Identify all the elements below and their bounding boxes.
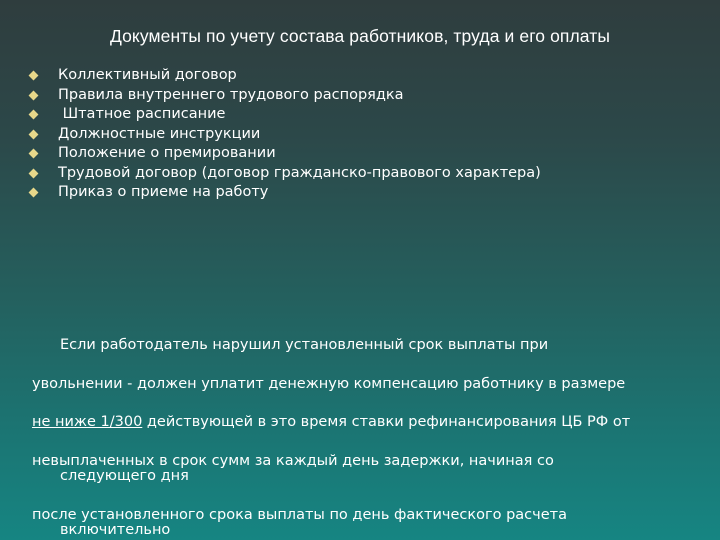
list-item-text: Штатное расписание [58,106,226,122]
list-item [28,144,541,164]
list-item-text: Приказ о приеме на работу [58,184,269,200]
diamond-bullet-icon [29,188,39,198]
list-item-text: Правила внутреннего трудового распорядка [58,86,404,103]
diamond-bullet-icon [29,129,39,139]
list-item [28,125,541,145]
diamond-bullet-icon [29,90,39,100]
list-item-text: Должностные инструкции [58,125,261,142]
list-item [28,164,541,184]
document-list [28,66,541,203]
list-item [28,66,541,86]
list-item-text: Положение о премировании [58,145,276,161]
paragraph-text: увольнении - должен уплатит денежную компенсацию работнику в размере [32,376,626,392]
diamond-bullet-icon [29,110,39,120]
paragraph-line-1 [60,338,548,353]
paragraph-text: Если работодатель нарушил установленный срок выплаты при [60,337,549,353]
paragraph-line-4 [32,454,554,484]
paragraph-text: невыплаченных в срок сумм за каждый день задержки, начиная со [32,453,554,469]
list-item [28,183,541,203]
paragraph-line-5 [32,508,567,538]
paragraph-text: после установленного срока выплаты по день фактического расчета [32,507,567,523]
paragraph-continuation: следующего дня [60,468,189,484]
diamond-bullet-icon [29,149,39,159]
list-item-text: Трудовой договор (договор гражданско-правового характера) [58,164,541,181]
diamond-bullet-icon [29,168,39,178]
diamond-bullet-icon [29,71,39,81]
paragraph-continuation: включительно [60,522,171,538]
list-item [28,86,541,106]
paragraph-line-3 [32,415,630,430]
slide-title: Документы по учету состава работников, труда и его оплаты [109,26,611,46]
list-item-text: Коллективный договор [58,67,237,83]
underlined-rate: не ниже 1/300 [32,414,143,430]
list-item [28,105,541,125]
paragraph-text: действующей в это время ставки рефинансирования ЦБ РФ от [142,414,631,430]
paragraph-line-2 [32,377,625,392]
